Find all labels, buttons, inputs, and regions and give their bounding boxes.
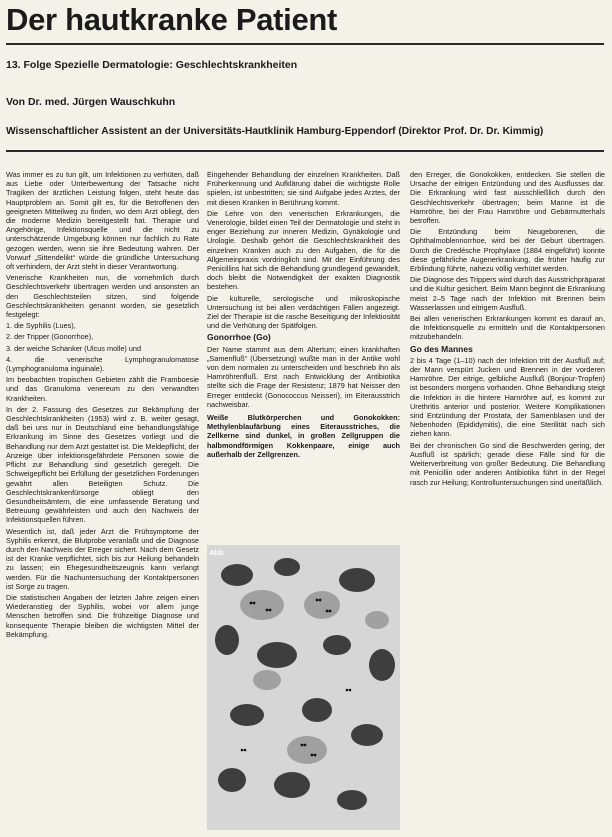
paragraph: Die kulturelle, serologische und mikroskopische Untersuchung ist bei allen verdächtigen Fällen angezeigt. Ziel der Therapie ist die rasche Beseitigung der Infektiosität und die Verhütung der Spätfolgen. — [207, 293, 400, 331]
paragraph: den Erreger, die Gonokokken, entdecken. Sie stellen die Ursache der eitrigen Entzündung und des Ausflusses dar. Die Erkrankung wird fast ausschließlich durch den Geschlechtsverkehr übertragen; beim Manne ist die Harnröhre, bei der Frau Harnröhre und Gebärmutterhals betroffen. — [410, 170, 605, 226]
paragraph: Die Diagnose des Trippers wird durch das Ausstrichpräparat und die Kultur gesichert. Beim Mann beginnt die Erkrankung meist 2–5 Tage nach der Infektion mit Brennen beim Wasserlassen und eitrigem Ausfluß. — [410, 275, 605, 312]
paragraph: Im beobachten tropischen Gebieten zählt die Framboesie und das Granuloma venereum zu den verwandten Krankheiten. — [6, 375, 199, 403]
list-item: 1. die Syphilis (Lues), — [6, 321, 76, 331]
author-line: Von Dr. med. Jürgen Wauschkuhn — [6, 96, 176, 108]
paragraph: Die Entzündung beim Neugeborenen, die Ophthalmoblennorrhoe, wird bei der Geburt übertragen. Durch die Credésche Prophylaxe (1884 eingeführt) konnte diese gefährliche Augenerkrankung, die früher häufig zur Erblindung führte, nahezu völlig verhütet werden. — [410, 227, 605, 274]
list-item: 2. der Tripper (Gonorrhoe), — [6, 332, 94, 342]
paragraph: Bei der chronischen Go sind die Beschwerden gering, der Ausfluß ist spärlich; gerade diese Fälle sind für die Weiterverbreitung von großer Bedeutung. Die Behandlung mit Penicillin oder anderen Antibiotika führt in der Regel rasch zur Heilung; Kontrolluntersuchungen sind unerläßlich. — [410, 440, 605, 487]
header-rule — [6, 150, 604, 152]
list-item: 4. die venerische Lymphogranulomatose (Lymphogranuloma inguinale). — [6, 354, 199, 374]
paragraph: In der 2. Fassung des Gesetzes zur Bekämpfung der Geschlechtskrankheiten (1953) wird z. B. weiter gesagt, daß bei uns nur in Deutschland eine behandlungsfähige Erkrankung im Sinne des Gesetzes vorliegt und die Behandlung nur dem Arzt gestattet ist. Die Meldepflicht, der Anzeige über infektionsgefährdete Personen sowie die Pflicht zur Behandlung sind gesetzlich geregelt. Die Schweigepflicht bei Erfüllung der gesetzlichen Forderungen gewährt allen Beteiligten Schutz. Die Geschlechtskrankenfürsorge obliegt den Gesundheitsämtern, die eine umfassende Beratung und Betreuung gewährleisten und auch den Nachweis der Infektionsquellen führen. — [6, 404, 199, 525]
paragraph: Die statistischen Angaben der letzten Jahre zeigen einen Wiederanstieg der Syphilis, wobei vor allem junge Menschen betroffen sind. Die frühzeitige Diagnose und konsequente Therapie bleiben die wichtigsten Mittel der Bekämpfung. — [6, 592, 199, 639]
paragraph: 2 bis 4 Tage (1–10) nach der Infektion tritt der Ausfluß auf; der Mann verspürt Jucken und Brennen in der vorderen Harnröhre. Der eitrige, gelbliche Ausfluß (Bonjour-Tropfen) ist besonders morgens vorhanden. Ohne Behandlung steigt die Infektion in die hintere Harnröhre auf, es kommt zur Urethritis anterior und posterior. Weitere Komplikationen sind Entzündung der Prostata, der Samenblasen und der Nebenhoden (Epididymitis), die eine Sterilität nach sich ziehen kann. — [410, 355, 605, 439]
micrograph-figure — [207, 545, 400, 830]
figure-label: Abb. — [209, 548, 226, 557]
paragraph: Was immer es zu tun gilt, um Infektionen zu verhüten, daß aus Liebe oder Unterbewertung der Tatsache nicht Tragiken der ärztlichen Leistung folgen, steht heute das Hauptproblem an. Somit gilt es, für die Betroffenen den geeigneten Mitteilweg zu finden, wo dem Arzt obliegt, den die moderne Medizin bereitgestellt hat. Therapie und Angehörige, Infektionsquelle und die nicht zu unterschätzende Umgebung können nur fachlich zu Rate gezogen werden, wenn sie ihre Bedeutung wahren. Der Vorwurf „Sittendelikt“ würde die gründliche Untersuchung oft verhindern, der Arzt steht in dieser Verantwortung. — [6, 170, 199, 272]
text-column-1 — [6, 170, 199, 830]
series-subtitle: 13. Folge Spezielle Dermatologie: Geschlechtskrankheiten — [6, 59, 298, 71]
paragraph: Die Lehre von den venerischen Erkrankungen, die Venerologie, bildet einen Teil der Dermatologie und steht in enger Beziehung zur inneren Medizin, Gynäkologie und Urologie. Deshalb gehört die Geschlechtskrankheit des einzelnen Kranken auch zu den Aufgaben, die für die Allgemeinpraxis vordringlich sind. Mit der Einführung des Penicillins hat sich die Behandlung grundlegend gewandelt, doch bleibt die Notwendigkeit der exakten Diagnostik bestehen. — [207, 208, 400, 292]
paragraph: Bei allen venerischen Erkrankungen kommt es darauf an, die Infektionsquelle zu ermitteln und die Kontaktpersonen mitzubehandeln. — [410, 314, 605, 342]
figure-caption: Weiße Blutkörperchen und Gonokokken: Methylenblaufärbung eines Eiterausstriches, die Zellkerne sind dunkel, in großen Zellgruppen die halbmondförmigen Kokkenpaare, einige auch außerhalb der Zellgrenzen. — [207, 413, 400, 459]
paragraph: Wesentlich ist, daß jeder Arzt die Frühsymptome der Syphilis erkennt, die Blutprobe veranlaßt und die Diagnose durch den Nachweis der Erreger sichert. Nach dem Gesetz ist der Kranke verpflichtet, sich bis zur Heilung behandeln zu lassen; ein Ehegesundheitszeugnis kann verlangt werden. Für die Nachuntersuchung der Kontaktpersonen ist Sorge zu tragen. — [6, 526, 199, 591]
micrograph-image — [207, 545, 400, 830]
list-item: 3. der weiche Schanker (Ulcus molle) und — [6, 343, 142, 353]
paragraph: Eingehender Behandlung der einzelnen Krankheiten. Daß Früherkennung und Aufklärung dabei die wichtigste Rolle spielen, ist unbestritten; sie sind Aufgabe jedes Arztes, der mit diesen Kranken in Berührung kommt. — [207, 170, 400, 207]
text-column-3 — [410, 170, 605, 830]
section-heading-go-mannes: Go des Mannes — [410, 343, 473, 354]
title-rule — [6, 43, 604, 45]
section-heading-gonorrhoe: Gonorrhoe (Go) — [207, 332, 271, 343]
paragraph: Der Name stammt aus dem Altertum; einen krankhaften „Samenfluß“ (Übersetzung) wußte man in der Antike wohl von dem normalen zu unterscheiden und beschrieb ihn als Harnröhrenfluß. Erst nach Entwicklung der Antibiotika stellte sich die Frage der Resistenz; 1879 hat Neisser den Erreger entdeckt (Gonococcus Neisseri), im Eiterausstrich nachweisbar. — [207, 344, 400, 409]
article-title: Der hautkranke Patient — [6, 2, 338, 37]
paragraph: Venerische Krankheiten nun, die vornehmlich durch Geschlechtsverkehr übertragen werden und ansonsten an den Geschlechtsteilen sitzen, sind folgende Geschlechtskrankheiten genannt worden, sie gesetzlich festgelegt: — [6, 273, 199, 320]
text-column-2 — [207, 170, 400, 540]
affiliation-line: Wissenschaftlicher Assistent an der Universitäts-Hautklinik Hamburg-Eppendorf (Direktor Prof. Dr. Dr. Kimmig) — [6, 126, 544, 137]
